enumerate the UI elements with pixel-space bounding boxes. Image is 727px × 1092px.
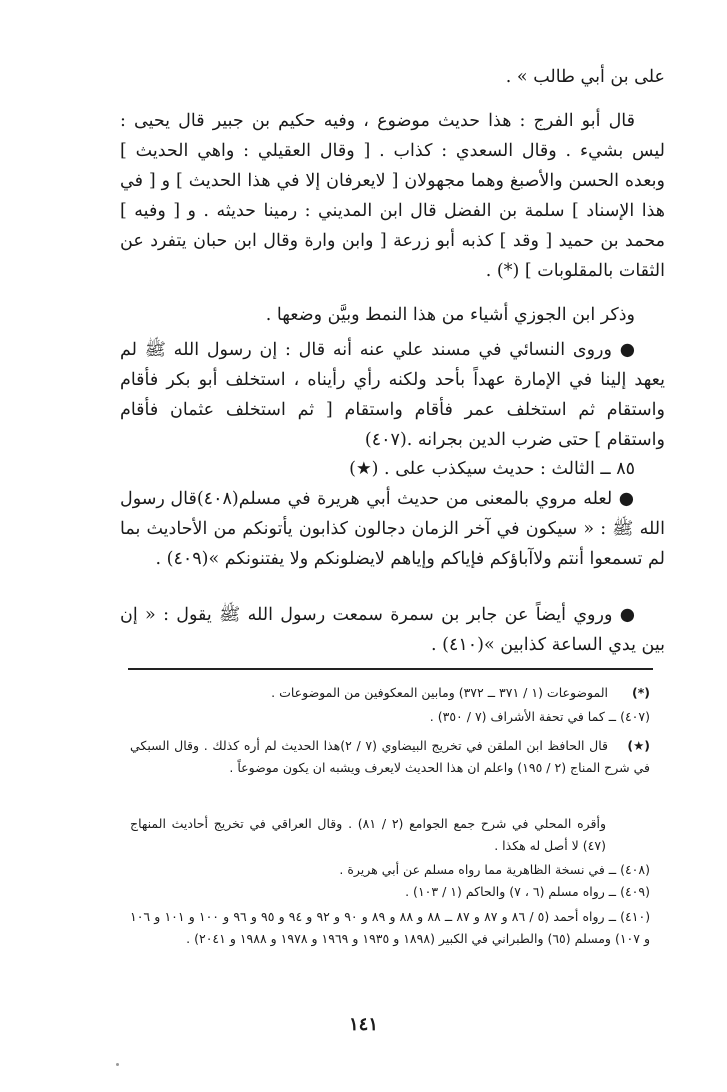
paragraph-ibn-al-jawzi: وذكر ابن الجوزي أشياء من هذا النمط وبيَّن وضعها . <box>265 305 635 325</box>
footnote-text: (٤١٠) ــ رواه أحمد (٥ / ٨٦ و ٨٧ و ٨٧ ــ ٨٨ و ٨٨ و ٨٩ و ٩٠ و ٩٢ و ٩٤ و ٩٥ و ٩٦ و ١٠٠ و ١٠١ و ١٠٦ و ١٠٧) ومسلم (٦٥) والطبراني في الكبير (١٨٩٨ و ١٩٣٥ و ١٩٦٩ و ١٩٧٨ و ١٩٨٨ و ٢٠٤١) . <box>130 909 651 946</box>
footnote-star-continuation <box>130 813 650 857</box>
main-text-block-6 <box>120 484 665 574</box>
page-number: ١٤١ <box>348 1014 378 1035</box>
footnote-star <box>130 735 650 779</box>
main-text-block-1 <box>120 62 665 92</box>
paragraph-abu-al-faraj: قال أبو الفرج : هذا حديث موضوع ، وفيه حكيم بن جبير قال يحيى : ليس بشيء . وقال السعدي : كذاب . [ وقال العقيلي : واهي الحديث ] وبعده الحسن والأصبغ وهما مجهولان [ لايعرفان إلا في هذا الحديث ] و [ في هذا الإسناد ] سلمة بن الفضل قال ابن المديني : رمينا حديثه . و [ وفيه ] محمد بن حميد [ وقد ] كذبه أبو زرعة [ وابن وارة وقال ابن حبان يتفرد عن الثقات بالمقلوبات ] (*) . <box>120 111 665 281</box>
main-text-block-3 <box>120 300 665 330</box>
footnote-409 <box>130 881 650 903</box>
footnote-text: قال الحافظ ابن الملقن في تخريج البيضاوي (٧ / ٢)هذا الحديث لم أره كذلك . وقال السبكي في شرح المناج (٢ / ١٩٥) واعلم ان هذا الحديث لايعرف ويشبه ان يكون موضوعاً . <box>130 738 650 775</box>
paragraph-continuation: على بن أبي طالب » . <box>505 67 665 87</box>
footnote-text: الموضوعات (١ / ٣٧١ ــ ٣٧٢) ومابين المعكوفين من الموضوعات . <box>271 685 608 700</box>
footnote-410 <box>130 906 650 950</box>
footnote-text: (٤٠٩) ــ رواه مسلم (٦ ، ٧) والحاكم (١ / ١٠٣) . <box>405 884 650 899</box>
footnote-separator <box>128 668 653 670</box>
footnote-text: (٤٠٨) ــ في نسخة الظاهرية مما رواه مسلم عن أبي هريرة . <box>339 862 650 877</box>
footnote-mark-star: (★) <box>627 738 650 753</box>
footnote-1 <box>130 682 650 704</box>
footnote-mark-asterisk: (*) <box>632 685 650 700</box>
section-heading-85: ٨٥ ــ الثالث : حديث سيكذب على . (★) <box>349 459 635 479</box>
footnote-407 <box>130 706 650 728</box>
paragraph-nasai: ● وروى النسائي في مسند علي عنه أنه قال : إن رسول الله ﷺ لم يعهد إلينا في الإمارة عهداً بأحد ولكنه رأي رأيناه ، استخلف أبو بكر فأقام واستقام ثم استخلف عمر فأقام واستقام [ ثم استخلف عثمان فأقام واستقام ] حتى ضرب الدين بجرانه .(٤٠٧) <box>120 340 665 450</box>
paragraph-abu-hurayra: ● لعله مروي بالمعنى من حديث أبي هريرة في مسلم(٤٠٨)قال رسول الله ﷺ : « سيكون في آخر الزمان دجالون كذابون يأتونكم من الأحاديث بما لم تسمعوا أنتم ولاآباؤكم فإياكم وإياهم لايضلونكم ولا يفتنونكم »(٤٠٩) . <box>120 489 665 569</box>
main-text-block-2 <box>120 106 665 286</box>
scan-speck <box>116 1063 119 1066</box>
paragraph-jabir: ● وروي أيضاً عن جابر بن سمرة سمعت رسول الله ﷺ يقول : « إن بين يدي الساعة كذابين »(٤١٠) . <box>120 605 665 655</box>
footnote-408 <box>130 859 650 881</box>
footnote-text: (٤٠٧) ــ كما في تحفة الأشراف (٧ / ٣٥٠) . <box>429 709 650 724</box>
main-text-block-7 <box>120 600 665 660</box>
footnote-text: وأقره المحلي في شرح جمع الجوامع (٢ / ٨١) . وقال العراقي في تخريج أحاديث المنهاج (٤٧) لا أصل له هكذا . <box>130 816 606 853</box>
main-text-block-5 <box>120 454 665 484</box>
main-text-block-4 <box>120 335 665 455</box>
